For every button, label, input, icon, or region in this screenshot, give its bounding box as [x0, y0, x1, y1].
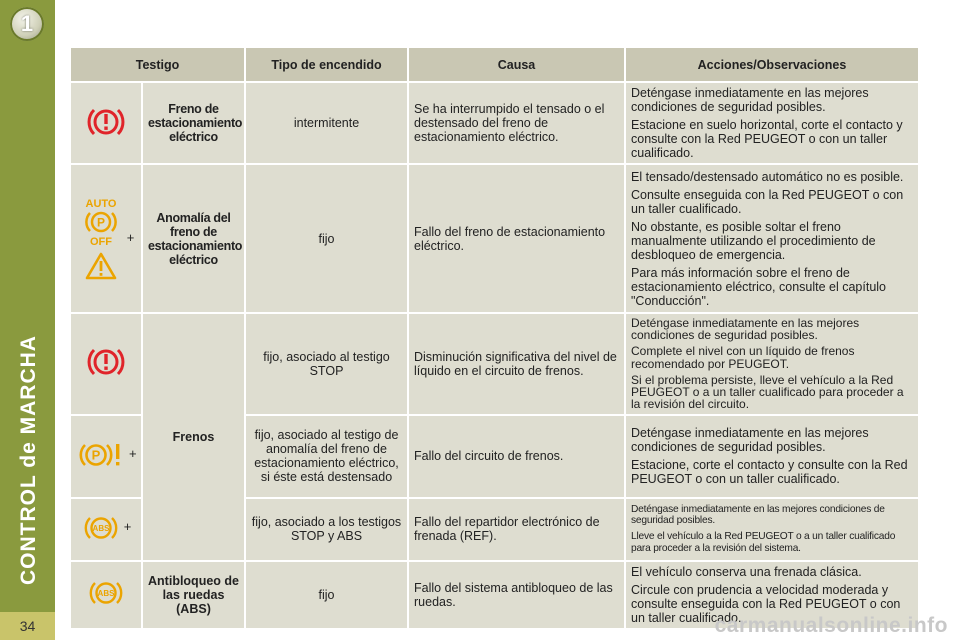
abs-icon [86, 577, 126, 609]
plus-sign: + [129, 446, 137, 462]
page-number: 34 [0, 612, 55, 640]
group-label: Frenos [143, 314, 244, 560]
svg-text:P: P [91, 447, 101, 463]
warning-name: Freno de estacionamiento eléctrico [143, 83, 244, 163]
actions: El tensado/destensado automático no es posible. Consulte enseguida con la Red PEUGEOT o con un taller cualificado. No obstante, es posible soltar el freno manualmente utilizando el procedimiento de desbloqueo de emergencia. Para más información sobre el freno de estacionamiento eléctrico, consulte el capítulo "Conducción". [626, 165, 918, 312]
table-row [71, 165, 918, 312]
actions: Deténgase inmediatamente en las mejores condiciones de seguridad posibles. Estacione en suelo horizontal, corte el contacto y consulte con la Red PEUGEOT o con un taller cualificado. [626, 83, 918, 163]
cause: Fallo del sistema antibloqueo de las ruedas. [409, 562, 624, 628]
icon-cell [71, 416, 141, 497]
svg-text:AUTO: AUTO [85, 197, 117, 210]
warning-lights-table [69, 46, 920, 630]
activation-type: fijo, asociado al testigo STOP [246, 314, 407, 414]
header-testigo: Testigo [71, 48, 244, 81]
icon-cell [71, 562, 141, 628]
header-causa: Causa [409, 48, 624, 81]
header-acciones: Acciones/Observaciones [626, 48, 918, 81]
svg-text:P: P [96, 215, 105, 229]
chapter-sidebar [0, 0, 55, 640]
svg-text:ABS: ABS [92, 523, 110, 533]
svg-text:OFF: OFF [89, 235, 112, 247]
activation-type: fijo, asociado al testigo de anomalía del freno de estacionamiento eléctrico, si éste está destensado [246, 416, 407, 497]
table-header-row [71, 48, 918, 81]
chapter-number-badge: 1 [10, 7, 44, 41]
park-brake-fault-icon [76, 438, 126, 472]
icon-cell [71, 499, 141, 560]
cause: Fallo del freno de estacionamiento eléctrico. [409, 165, 624, 312]
chapter-title: CONTROL de MARCHA [17, 335, 40, 585]
svg-text:ABS: ABS [97, 589, 115, 599]
activation-type: intermitente [246, 83, 407, 163]
actions: Deténgase inmediatamente en las mejores condiciones de seguridad posibles. Estacione, corte el contacto y consulte con la Red PEUGEOT o con un taller cualificado. [626, 416, 918, 497]
header-tipo-encendido: Tipo de encendido [246, 48, 407, 81]
activation-type: fijo, asociado a los testigos STOP y ABS [246, 499, 407, 560]
activation-type: fijo [246, 165, 407, 312]
brake-warning-red-icon [86, 344, 126, 380]
actions: Deténgase inmediatamente en las mejores condiciones de seguridad posibles. Lleve el vehículo a la Red PEUGEOT o a un taller cualificado para proceder a la revisión del sistema. [626, 499, 918, 560]
warning-name: Antibloqueo de las ruedas (ABS) [143, 562, 244, 628]
icon-cell [71, 83, 141, 163]
watermark: carmanualsonline.info [714, 614, 948, 637]
plus-sign: + [126, 230, 135, 246]
brake-warning-red-icon [86, 104, 126, 140]
actions: El vehículo conserva una frenada clásica. Circule con prudencia a velocidad moderada y consulte enseguida con la Red PEUGEOT o con un taller cualificado. [626, 562, 918, 628]
cause: Fallo del repartidor electrónico de frenada (REF). [409, 499, 624, 560]
cause: Disminución significativa del nivel de líquido en el circuito de frenos. [409, 314, 624, 414]
icon-cell [71, 165, 141, 312]
abs-icon [81, 512, 121, 544]
actions: Deténgase inmediatamente en las mejores condiciones de seguridad posibles. Complete el nivel con un líquido de frenos recomendado por PEUGEOT. Si el problema persiste, lleve el vehículo a la Red PEUGEOT o a un taller cualificado para proceder a la revisión del circuito. [626, 314, 918, 414]
cause: Se ha interrumpido el tensado o el destensado del freno de estacionamiento eléctrico. [409, 83, 624, 163]
activation-type: fijo [246, 562, 407, 628]
cause: Fallo del circuito de frenos. [409, 416, 624, 497]
table-row [71, 314, 918, 414]
plus-sign: + [123, 519, 132, 535]
warning-triangle-icon [84, 251, 118, 281]
table-row [71, 83, 918, 163]
warning-name: Anomalía del freno de estacionamiento eléctrico [143, 165, 244, 312]
auto-park-off-icon [78, 197, 124, 247]
icon-cell [71, 314, 141, 414]
